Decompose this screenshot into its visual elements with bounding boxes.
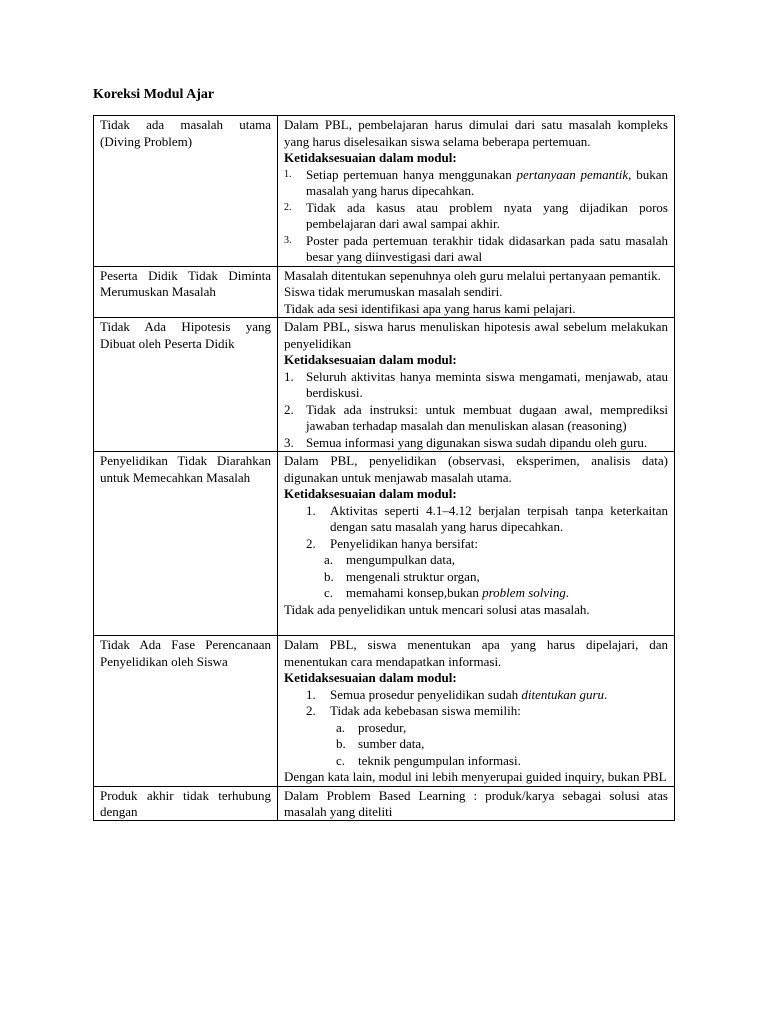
list-item — [284, 167, 668, 200]
explanation-cell — [278, 452, 675, 636]
lettered-list — [284, 720, 668, 770]
document-title: Koreksi Modul Ajar — [93, 87, 215, 102]
list-letter: c. — [336, 752, 346, 768]
table-row — [94, 116, 675, 267]
mismatch-heading: Ketidaksesuaian dalam modul: — [284, 670, 457, 685]
intro-text: Dalam PBL, penyelidikan (observasi, eksperimen, analisis data) digunakan untuk menjawab masalah utama. — [284, 453, 668, 485]
explanation-line: Tidak ada sesi identifikasi apa yang harus kami pelajari. — [284, 300, 576, 316]
intro-text: Dalam PBL, pembelajaran harus dimulai dari satu masalah kompleks yang harus diselesaikan siswa selama beberapa pertemuan. — [284, 117, 668, 149]
list-text: memahami konsep,bukan — [346, 585, 483, 600]
list-text: mengumpulkan data, — [346, 552, 456, 567]
explanation-cell — [278, 266, 675, 318]
closing-text: Tidak ada penyelidikan untuk mencari solusi atas masalah. — [284, 601, 590, 617]
list-item — [284, 503, 668, 536]
list-text: teknik pengumpulan informasi. — [358, 752, 521, 768]
list-text: Penyelidikan hanya bersifat: — [330, 535, 479, 551]
list-number: 1. — [284, 168, 292, 180]
issue-cell — [94, 786, 278, 820]
list-item — [284, 402, 668, 435]
explanation-cell — [278, 636, 675, 787]
table-row — [94, 318, 675, 452]
list-item — [284, 687, 668, 704]
emphasis-text: ditentukan guru — [521, 686, 605, 702]
issue-cell: Tidak Ada Fase Perencanaan Penyelidikan oleh Siswa — [94, 636, 278, 787]
explanation-cell — [278, 786, 675, 820]
list-text: Tidak ada instruksi: untuk membuat dugaan awal, memprediksi jawaban terhadap masalah dan menuliskan alasan (reasoning) — [306, 401, 668, 433]
list-number: 2. — [306, 535, 316, 551]
list-text: Tidak ada kebebasan siswa memilih: — [330, 703, 521, 718]
intro-text: Dalam PBL, siswa menentukan apa yang harus dipelajari, dan menentukan cara mendapatkan informasi. — [284, 637, 668, 669]
list-text: . — [565, 585, 570, 600]
list-text: Semua prosedur penyelidikan sudah — [330, 686, 522, 702]
list-item — [284, 552, 668, 569]
list-number: 2. — [284, 201, 292, 213]
list-item — [284, 536, 668, 553]
table-row — [94, 452, 675, 636]
list-item — [284, 720, 668, 737]
list-item — [284, 435, 668, 452]
list-letter: c. — [324, 585, 334, 600]
list-number: 1. — [306, 686, 316, 702]
list-text: Tidak ada kasus atau problem nyata yang dijadikan poros pembelajaran dari awal sampai akhir. — [306, 199, 668, 231]
blank-line — [284, 618, 668, 635]
list-letter: b. — [336, 736, 346, 751]
list-item — [284, 200, 668, 233]
mismatch-heading: Ketidaksesuaian dalam modul: — [284, 150, 457, 165]
list-text: prosedur, — [358, 719, 407, 735]
list-item — [284, 569, 668, 586]
list-text: , bukan masalah yang harus dipecahkan. — [306, 166, 668, 198]
lettered-list — [284, 552, 668, 602]
issue-cell: Peserta Didik Tidak Diminta Merumuskan Masalah — [94, 266, 278, 318]
intro-text: Dalam PBL, siswa harus menuliskan hipotesis awal sebelum melakukan penyelidikan — [284, 319, 668, 351]
list-item — [284, 233, 668, 266]
list-item — [284, 703, 668, 720]
table-row — [94, 266, 675, 318]
table-row — [94, 636, 675, 787]
emphasis-text: pertanyaan pemantik — [516, 166, 629, 182]
table-row — [94, 786, 675, 820]
list-text: Semua informasi yang digunakan siswa sudah dipandu oleh guru. — [306, 434, 648, 450]
closing-text: Dengan kata lain, modul ini lebih menyerupai guided inquiry, bukan PBL — [284, 769, 667, 784]
numbered-list — [284, 167, 668, 266]
list-letter: b. — [324, 568, 334, 584]
issue-cell: Tidak Ada Hipotesis yang Dibuat oleh Peserta Didik — [94, 318, 278, 452]
numbered-list — [284, 687, 668, 720]
list-number: 1. — [306, 502, 316, 518]
list-number: 2. — [306, 703, 316, 718]
explanation-line: Masalah ditentukan sepenuhnya oleh guru melalui pertanyaan pemantik. — [284, 267, 661, 283]
issue-cell: Tidak ada masalah utama (Diving Problem) — [94, 116, 278, 267]
list-number: 2. — [284, 401, 294, 417]
list-text: Poster pada pertemuan terakhir tidak didasarkan pada satu masalah besar yang diinvestigasi dari awal — [306, 232, 668, 264]
explanation-line: Siswa tidak merumuskan masalah sendiri. — [284, 284, 503, 299]
emphasis-text: problem solving — [482, 585, 566, 600]
list-text: sumber data, — [358, 736, 425, 751]
explanation-cell — [278, 318, 675, 452]
correction-table — [93, 115, 675, 821]
list-text: Setiap pertemuan hanya menggunakan — [306, 166, 517, 182]
list-text: . — [604, 686, 608, 702]
list-text: Aktivitas seperti 4.1–4.12 berjalan terpisah tanpa keterkaitan dengan satu masalah yang harus dipecahkan. — [330, 502, 668, 534]
numbered-list — [284, 369, 668, 452]
list-item — [284, 369, 668, 402]
issue-cell: Penyelidikan Tidak Diarahkan untuk Memecahkan Masalah — [94, 452, 278, 636]
list-letter: a. — [324, 552, 334, 567]
list-item — [284, 736, 668, 753]
mismatch-heading: Ketidaksesuaian dalam modul: — [284, 486, 457, 501]
issue-text: Produk akhir tidak terhubung dengan — [100, 787, 271, 819]
list-item — [284, 753, 668, 770]
list-text: Seluruh aktivitas hanya meminta siswa mengamati, menjawab, atau berdiskusi. — [306, 368, 668, 400]
mismatch-heading: Ketidaksesuaian dalam modul: — [284, 352, 457, 367]
intro-text: Dalam Problem Based Learning : produk/karya sebagai solusi atas masalah yang diteliti — [284, 787, 668, 819]
explanation-cell — [278, 116, 675, 267]
list-letter: a. — [336, 719, 346, 735]
numbered-list — [284, 503, 668, 553]
list-number: 1. — [284, 368, 294, 384]
list-number: 3. — [284, 234, 292, 246]
list-text: mengenali struktur organ, — [346, 568, 480, 584]
list-number: 3. — [284, 434, 294, 450]
list-item — [284, 585, 668, 602]
